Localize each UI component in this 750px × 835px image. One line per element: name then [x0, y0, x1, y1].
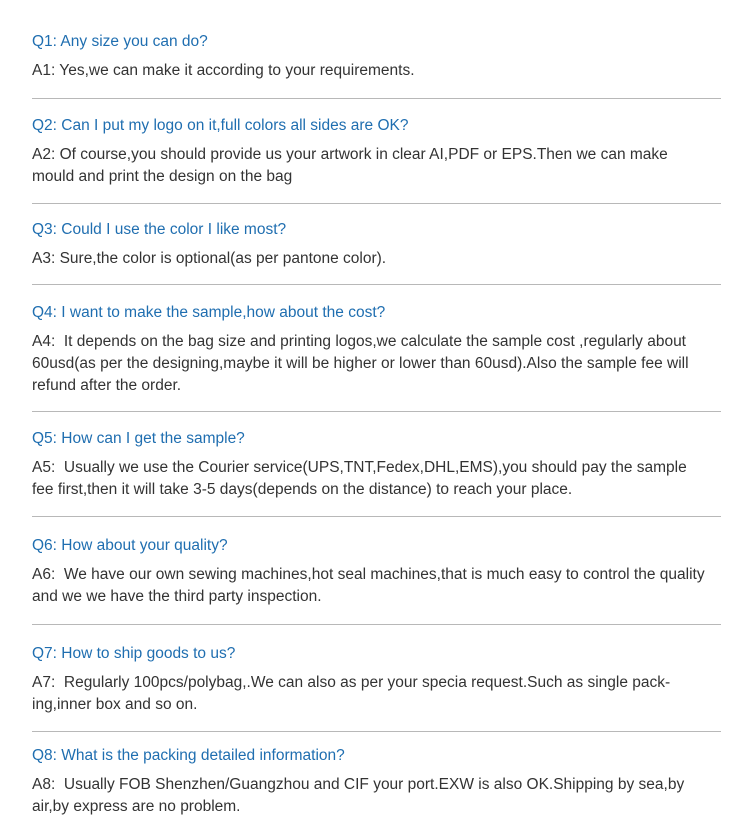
faq-answer-4-line-3: refund after the order. [32, 377, 182, 394]
faq-question-4: Q4: I want to make the sample,how about the cost? [32, 304, 386, 321]
faq-answer-2-line-2: mould and print the design on the bag [32, 168, 293, 185]
faq-answer-5-line-1: A5: Usually we use the Courier service(UPS,TNT,Fedex,DHL,EMS),you should pay the sample [32, 459, 687, 476]
faq-answer-4-line-1: A4: It depends on the bag size and printing logos,we calculate the sample cost ,regularly about [32, 333, 686, 350]
faq-question-7: Q7: How to ship goods to us? [32, 645, 236, 662]
faq-question-3: Q3: Could I use the color I like most? [32, 221, 287, 238]
faq-answer-6 [32, 564, 730, 608]
faq-answer-6-line-2: and we we have the third party inspection. [32, 588, 322, 605]
faq-question-8: Q8: What is the packing detailed information? [32, 747, 345, 764]
faq-divider [32, 731, 721, 732]
faq-answer-8-line-2: air,by express are no problem. [32, 798, 241, 815]
faq-answer-8-line-1: A8: Usually FOB Shenzhen/Guangzhou and CIF your port.EXW is also OK.Shipping by sea,by [32, 776, 685, 793]
faq-question-1: Q1: Any size you can do? [32, 33, 208, 50]
faq-answer-5-line-2: fee first,then it will take 3-5 days(depends on the distance) to reach your place. [32, 481, 573, 498]
faq-divider [32, 203, 721, 204]
faq-answer-3: A3: Sure,the color is optional(as per pantone color). [32, 250, 387, 267]
faq-divider [32, 284, 721, 285]
faq-divider [32, 516, 721, 517]
faq-answer-7 [32, 672, 730, 716]
faq-answer-2 [32, 144, 730, 188]
faq-question-6: Q6: How about your quality? [32, 537, 228, 554]
faq-answer-1: A1: Yes,we can make it according to your requirements. [32, 62, 415, 79]
faq-answer-6-line-1: A6: We have our own sewing machines,hot seal machines,that is much easy to control the quality [32, 566, 705, 583]
faq-answer-4 [32, 331, 730, 397]
faq-answer-7-line-1: A7: Regularly 100pcs/polybag,.We can also as per your specia request.Such as single pack- [32, 674, 671, 691]
faq-divider [32, 411, 721, 412]
faq-answer-2-line-1: A2: Of course,you should provide us your artwork in clear AI,PDF or EPS.Then we can make [32, 146, 668, 163]
faq-divider [32, 98, 721, 99]
faq-answer-7-line-2: ing,inner box and so on. [32, 696, 198, 713]
faq-divider [32, 624, 721, 625]
faq-answer-8 [32, 774, 730, 818]
faq-answer-4-line-2: 60usd(as per the designing,maybe it will be higher or lower than 60usd).Also the sample fee will [32, 355, 689, 372]
faq-answer-5 [32, 457, 730, 501]
faq-question-2: Q2: Can I put my logo on it,full colors all sides are OK? [32, 117, 409, 134]
faq-question-5: Q5: How can I get the sample? [32, 430, 245, 447]
